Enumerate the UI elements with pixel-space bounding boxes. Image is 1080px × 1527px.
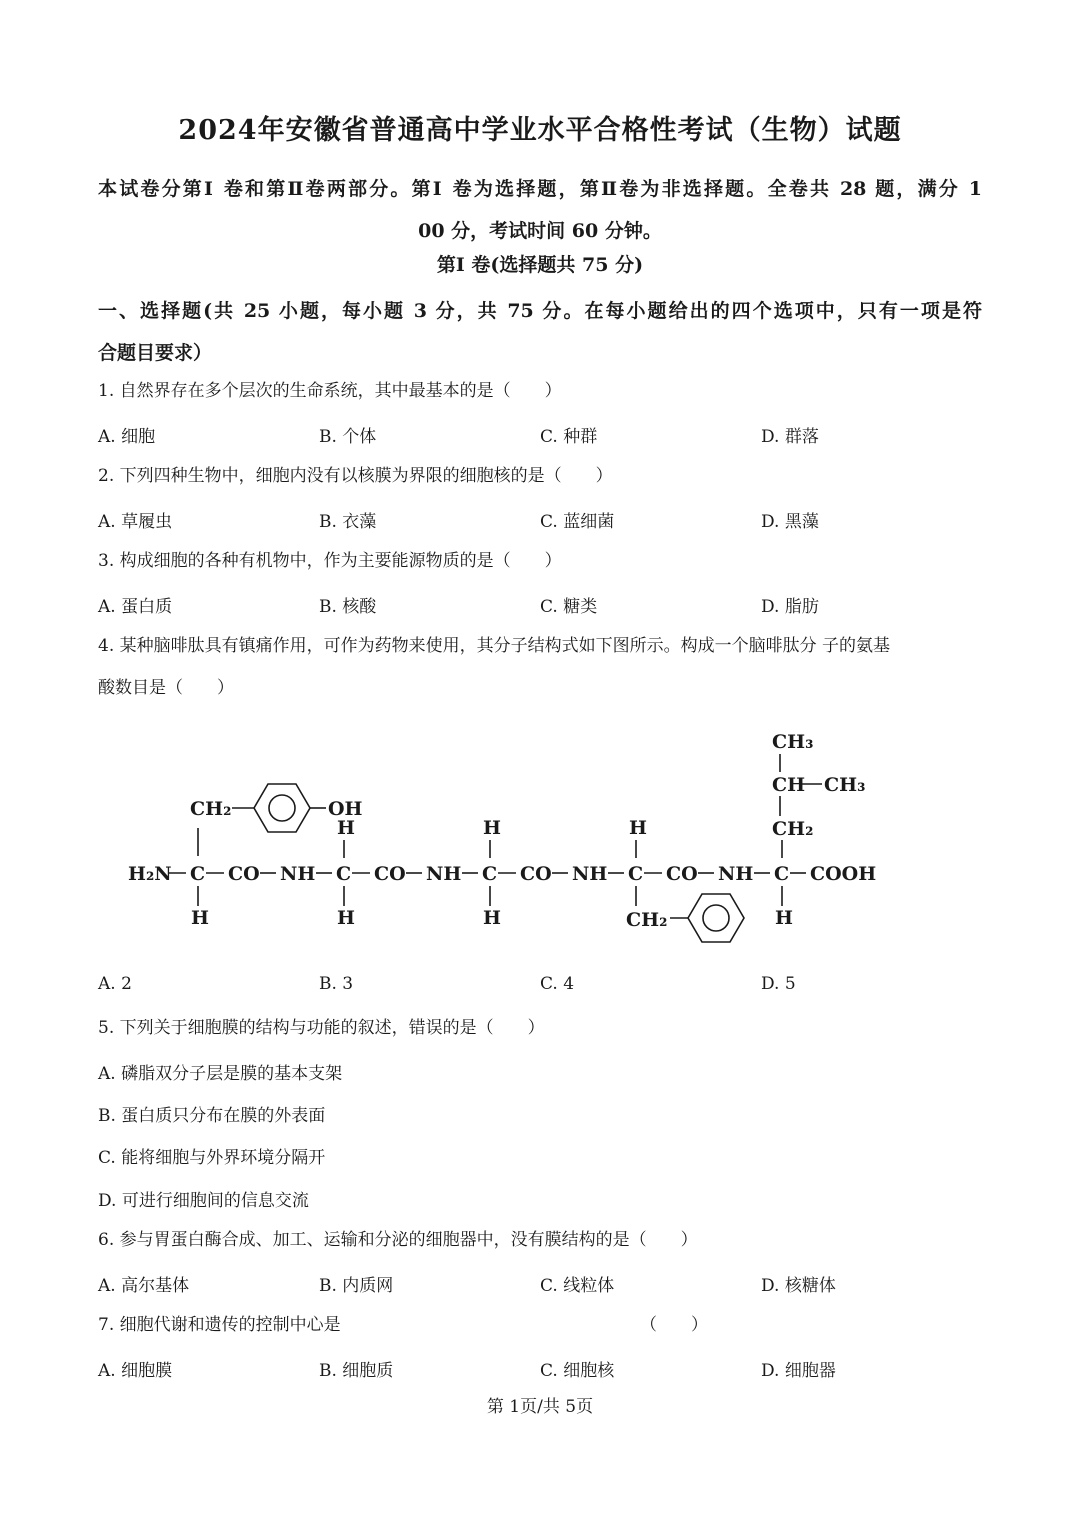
- mol-r3-h-bottom: H: [483, 907, 501, 929]
- option-d[interactable]: D. 5: [761, 974, 796, 994]
- question-1-options: [98, 422, 982, 452]
- part-heading-line-2: 合题目要求）: [98, 342, 213, 364]
- question-5-option-d[interactable]: D. 可进行细胞间的信息交流: [98, 1191, 309, 1211]
- section-heading: 第Ⅰ 卷(选择题共 75 分): [436, 254, 644, 276]
- mol-h2n: H₂N: [128, 863, 172, 885]
- option-d[interactable]: D. 黑藻: [761, 512, 819, 532]
- question-4-stem-line-1: 4. 某种脑啡肽具有镇痛作用，可作为药物来使用，其分子结构式如下图所示。构成一个脑啡肽分 子的氨基: [98, 636, 891, 656]
- mol-oh: OH: [328, 798, 363, 820]
- question-7-stem: 7. 细胞代谢和遗传的控制中心是: [98, 1315, 341, 1335]
- option-c[interactable]: C. 细胞核: [540, 1361, 615, 1381]
- mol-nh1: NH: [280, 863, 316, 885]
- question-4-stem-line-2: 酸数目是（ ）: [98, 678, 234, 698]
- mol-nh4: NH: [718, 863, 754, 885]
- question-5-stem: 5. 下列关于细胞膜的结构与功能的叙述，错误的是（ ）: [98, 1018, 545, 1038]
- mol-r5-ch3-side: CH₃: [824, 774, 866, 796]
- part-heading: [98, 290, 982, 374]
- question-7-options: [98, 1356, 982, 1386]
- mol-r5-ch: CH: [772, 774, 806, 796]
- option-a[interactable]: A. 高尔基体: [98, 1276, 190, 1296]
- mol-co2: CO: [374, 863, 406, 885]
- option-d[interactable]: D. 群落: [761, 427, 819, 447]
- option-c[interactable]: C. 4: [540, 974, 575, 994]
- mol-r2-h-top: H: [337, 817, 355, 839]
- mol-c3: C: [482, 863, 498, 885]
- mol-r5-h: H: [775, 907, 793, 929]
- option-b[interactable]: B. 细胞质: [319, 1361, 394, 1381]
- page-title: 2024年安徽省普通高中学业水平合格性考试（生物）试题: [178, 115, 902, 146]
- option-c[interactable]: C. 蓝细菌: [540, 512, 615, 532]
- mol-r5-ch3-top: CH₃: [772, 731, 814, 753]
- mol-r1-h: H: [191, 907, 209, 929]
- mol-r5-ch2: CH₂: [772, 818, 814, 840]
- exam-intro: [98, 168, 982, 252]
- mol-r4-h-top: H: [629, 817, 647, 839]
- question-5-option-b[interactable]: B. 蛋白质只分布在膜的外表面: [98, 1106, 326, 1126]
- question-2-options: [98, 507, 982, 537]
- mol-c4: C: [628, 863, 644, 885]
- question-1-stem: 1. 自然界存在多个层次的生命系统，其中最基本的是（ ）: [98, 381, 562, 401]
- option-a[interactable]: A. 2: [98, 974, 132, 994]
- question-6-options: [98, 1271, 982, 1301]
- page-number: 第 1页/共 5页: [486, 1397, 594, 1417]
- mol-c1: C: [190, 863, 206, 885]
- option-c[interactable]: C. 糖类: [540, 597, 598, 617]
- question-4-stem: [98, 625, 988, 709]
- option-a[interactable]: A. 草履虫: [98, 512, 173, 532]
- question-4-options: [98, 974, 982, 1004]
- question-5-option-c[interactable]: C. 能将细胞与外界环境分隔开: [98, 1148, 326, 1168]
- mol-co4: CO: [666, 863, 698, 885]
- option-b[interactable]: B. 衣藻: [319, 512, 377, 532]
- option-c[interactable]: C. 种群: [540, 427, 598, 447]
- option-b[interactable]: B. 内质网: [319, 1276, 394, 1296]
- option-a[interactable]: A. 细胞: [98, 427, 156, 447]
- mol-c2: C: [336, 863, 352, 885]
- part-heading-line-1: 一、选择题(共 25 小题，每小题 3 分，共 75 分。在每小题给出的四个选项中，只有一项是符: [98, 300, 982, 322]
- option-b[interactable]: B. 个体: [319, 427, 377, 447]
- option-a[interactable]: A. 细胞膜: [98, 1361, 173, 1381]
- question-6-stem: 6. 参与胃蛋白酶合成、加工、运输和分泌的细胞器中，没有膜结构的是（ ）: [98, 1230, 698, 1250]
- mol-r2-h-bottom: H: [337, 907, 355, 929]
- option-c[interactable]: C. 线粒体: [540, 1276, 615, 1296]
- question-7-answer-paren: （ ）: [640, 1315, 708, 1335]
- mol-co3: CO: [520, 863, 552, 885]
- question-5-option-a[interactable]: A. 磷脂双分子层是膜的基本支架: [98, 1064, 343, 1084]
- enkephalin-structure-diagram: [120, 720, 900, 950]
- intro-line-1: 本试卷分第Ⅰ 卷和第Ⅱ卷两部分。第Ⅰ 卷为选择题，第Ⅱ卷为非选择题。全卷共 28 题，满分 1: [98, 178, 982, 200]
- question-2-stem: 2. 下列四种生物中，细胞内没有以核膜为界限的细胞核的是（ ）: [98, 466, 613, 486]
- mol-co1: CO: [228, 863, 260, 885]
- mol-nh3: NH: [572, 863, 608, 885]
- option-d[interactable]: D. 脂肪: [761, 597, 819, 617]
- phenol-ring: [254, 784, 310, 832]
- mol-r1-ch2: CH₂: [190, 798, 232, 820]
- benzene-ring: [688, 894, 744, 942]
- mol-r3-h-top: H: [483, 817, 501, 839]
- intro-line-2: 00 分，考试时间 60 分钟。: [418, 220, 662, 242]
- question-3-options: [98, 592, 982, 622]
- option-a[interactable]: A. 蛋白质: [98, 597, 173, 617]
- mol-c5: C: [774, 863, 790, 885]
- question-3-stem: 3. 构成细胞的各种有机物中，作为主要能源物质的是（ ）: [98, 551, 562, 571]
- option-d[interactable]: D. 细胞器: [761, 1361, 836, 1381]
- option-b[interactable]: B. 核酸: [319, 597, 377, 617]
- option-b[interactable]: B. 3: [319, 974, 354, 994]
- mol-cooh: COOH: [810, 863, 877, 885]
- mol-nh2: NH: [426, 863, 462, 885]
- mol-r4-ch2: CH₂: [626, 909, 668, 931]
- option-d[interactable]: D. 核糖体: [761, 1276, 836, 1296]
